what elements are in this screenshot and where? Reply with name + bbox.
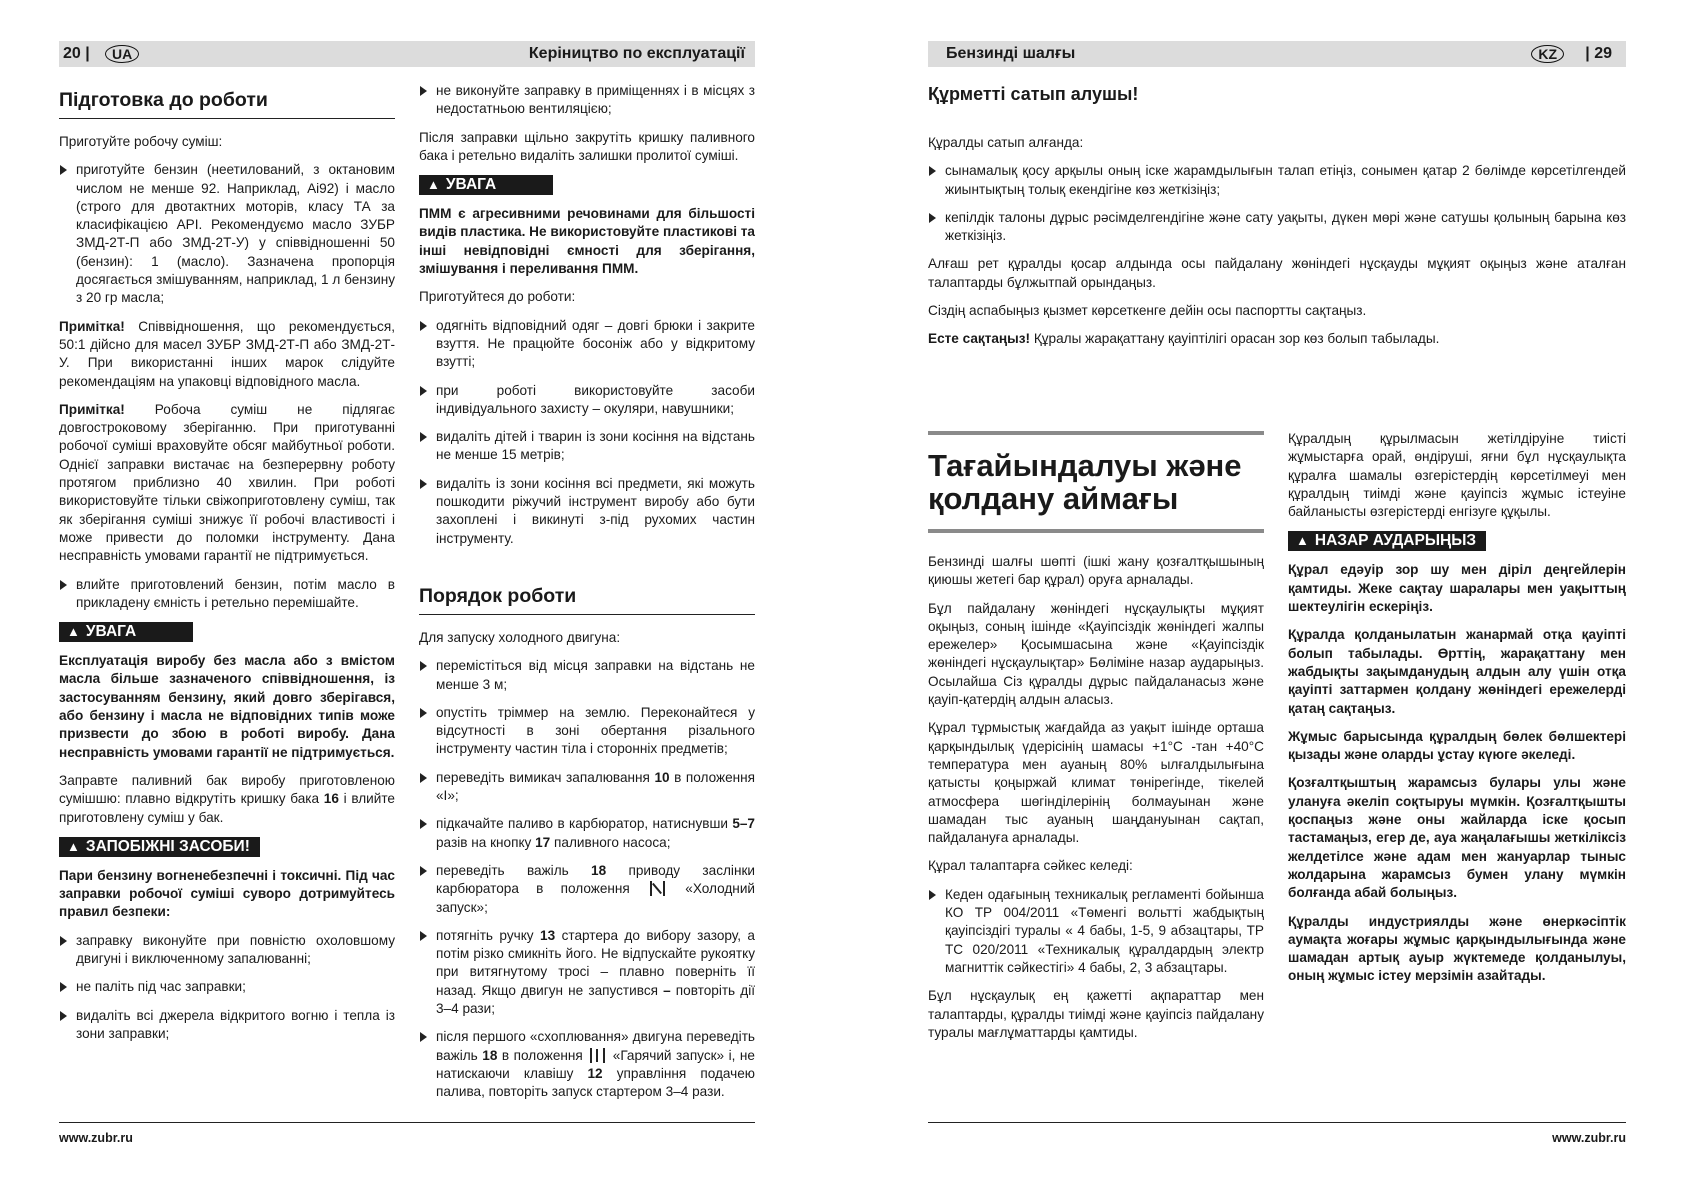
- bullet-icon: [420, 321, 427, 331]
- warning-paragraph: [1288, 774, 1626, 902]
- page-number: | 29: [1585, 45, 1612, 62]
- left-page-column-2: [419, 82, 755, 1111]
- bullet-icon: [420, 86, 427, 96]
- language-badge: KZ: [1531, 45, 1564, 63]
- bullet-item: [928, 162, 1626, 199]
- text-run: УВАГА: [445, 176, 497, 194]
- bullet-icon: [420, 819, 427, 829]
- text-run: приводу заслінки карбюратора в положення: [436, 862, 755, 897]
- bullet-item: [59, 1007, 395, 1044]
- website-link[interactable]: www.zubr.ru: [1552, 1131, 1626, 1145]
- bullet-icon: [929, 213, 936, 223]
- warning-triangle-icon: ▲: [67, 838, 80, 854]
- text-run: повторіть дії 3–4 рази;: [436, 982, 755, 1016]
- text-run: Пари бензину вогненебезпечні і токсичні. Під час заправки робочої суміші суворо дотримуйтесь правил безпеки:: [59, 867, 395, 920]
- right-page-column-2: [1288, 430, 1626, 996]
- paragraph: [419, 288, 755, 306]
- bullet-item: [419, 317, 755, 372]
- text-run: «Холодний запуск»;: [436, 881, 756, 915]
- left-page-header: [59, 41, 755, 67]
- bullet-item: [419, 82, 755, 119]
- section-heading: [59, 88, 395, 119]
- text-run: підкачайте паливо в карбюратор, натиснувши: [436, 816, 733, 832]
- chapter-title: [928, 431, 1264, 533]
- text-run: Бұл пайдалану жөніндегі нұсқаулықты мұқият оқыңыз, соның ішінде «Қауіпсіздік жөніндегі жалпы ережелер» Қосымшасына және «Қауіпсіздік жөніндегі нұсқаулықтар» Бөліміне назар аударыңыз. Осылайша Сіз құралды дұрыс пайдаланасыз және қауіп-қатердің алдын аласыз.: [928, 600, 1264, 708]
- warning-triangle-icon: ▲: [427, 177, 440, 193]
- text-run: Робоча суміш не підлягає довгостроковому зберіганню. При приготуванні робочої суміші враховуйте обсяг майбутньої роботи. Однієї заправки вистачає на безперервну роботу протягом приблизно 40 хвилин. При роботі використовуйте тільки свіжоприготовлену суміш, так як зберігання суміші знижує її робочі властивості і може привести до поломки інструменту. Дана несправність умовами гарантії не підтримується.: [59, 401, 395, 564]
- paragraph: [1288, 430, 1626, 521]
- language-badge: UA: [105, 45, 139, 63]
- warning-paragraph: [1288, 626, 1626, 717]
- text-run: стартера до вибору зазору, а потім різко смикніть його. Не відпускайте рукоятку при витягнутому тросі – плавно поверніть її назад. Якщо двигун не запустився: [436, 927, 755, 998]
- text-run: опустіть тріммер на землю. Переконайтеся у відсутності в зоні обертання різального інструменту частин тіла і сторонніх предметів;: [436, 704, 755, 757]
- bold-text: 10: [654, 769, 670, 785]
- text-run: Құралды индустриялды және өнеркәсіптік аумақта жоғары жұмыс қарқындылығында және шамадан артық ауыр жүктемеде қолданылуы, оның жұмыс істеу мерзімін азайтады.: [1288, 913, 1626, 984]
- text-run: разів на кнопку: [436, 834, 536, 850]
- text-run: Құрал талаптарға сәйкес келеді:: [928, 858, 1133, 874]
- text-run: Кеден одағының техникалық регламенті бойынша КО ТР 004/2011 «Төменгі вольтті жабдықтың қауіпсіздігі туралы « 4 бабы, 1-5, 9 абзацтары, ТР ТС 020/2011 «Техникалық құралдардың электр магниттік сәйкестігі» 4 бабы, 2, 3 абзацтары.: [945, 886, 1264, 975]
- warning-paragraph: [419, 205, 755, 278]
- text-run: ЗАПОБІЖНІ ЗАСОБИ!: [85, 837, 250, 855]
- text-run: УВАГА: [85, 623, 137, 641]
- warning-label: [419, 175, 755, 205]
- paragraph: [419, 629, 755, 647]
- bullet-item: [419, 1028, 755, 1101]
- bullet-icon: [60, 982, 67, 992]
- warning-label: [1288, 531, 1626, 561]
- text-run: Бензинді шалғы шөпті (ішкі жану қозғалтқышының қиюшы жетегі бар құрал) оруға арналады.: [928, 554, 1264, 588]
- bold-text: 12: [587, 1065, 603, 1081]
- text-run: Алғаш рет құралды қосар алдында осы пайдалану жөніндегі нұсқауды мұқият оқыңыз және аталған талаптарды бұлжытпай орындаңыз.: [928, 256, 1626, 290]
- text-run: Құрал тұрмыстық жағдайда аз уақыт ішінде орташа қарқындылық үдерісінің шамасы +1°С -тан +40°С температура мен ауаның 80% ылғалдылығына қатысты қоңыржай климат төнірегінде, тікелей атмосфера шөгінділерінің болмауынан және шамадан тыс ауаның шаңдануынан сақтап, пайдалануға арналады.: [928, 720, 1264, 846]
- text-run: Құралды сатып алғанда:: [928, 135, 1084, 150]
- text-run: заправку виконуйте при повністю охоловшому двигуні і виключенному запалюванні;: [76, 932, 395, 966]
- left-page-column-1: [59, 88, 395, 1053]
- text-run: Порядок роботи: [419, 584, 577, 607]
- warning-triangle-icon: ▲: [1296, 533, 1309, 549]
- warning-paragraph: [1288, 728, 1626, 765]
- bullet-item: [928, 209, 1626, 246]
- footer-rule: [928, 1122, 1626, 1123]
- text-run: Тағайындалуы және қолдану аймағы: [928, 448, 1242, 516]
- paragraph: [928, 857, 1264, 875]
- text-run: в положення «I»;: [436, 769, 755, 804]
- bullet-item: [419, 704, 755, 759]
- bold-text: –: [663, 982, 671, 998]
- bullet-icon: [929, 166, 936, 176]
- section-heading: [928, 82, 1626, 106]
- text-run: влийте приготовлений бензин, потім масло в прикладену ємність і ретельно перемішайте.: [76, 576, 395, 610]
- warning-label: [59, 622, 395, 652]
- text-run: Після заправки щільно закрутіть кришку паливного бака і ретельно видаліть залишки пролитої суміші.: [419, 129, 755, 163]
- text-run: не паліть під час заправки;: [76, 979, 246, 995]
- warning-paragraph: [1288, 561, 1626, 616]
- bullet-item: [419, 475, 755, 548]
- text-run: сынамалық қосу арқылы оның іске жарамдылығын талап етіңіз, сонымен қатар 2 бөлімде көрсетілгендей жиынтықтың толық екендігіне көз жеткізіңіз;: [945, 163, 1626, 197]
- warning-label: [59, 837, 395, 867]
- bullet-icon: [420, 661, 427, 671]
- paragraph: [928, 553, 1264, 590]
- choke-cold-icon: [650, 881, 665, 896]
- paragraph: [928, 719, 1264, 847]
- text-run: переведіть важіль: [436, 862, 592, 878]
- header-title: Керіництво по експлуатації: [528, 45, 745, 62]
- page-number: 20 |: [63, 45, 90, 62]
- text-run: паливного насоса;: [550, 834, 671, 850]
- bullet-item: [59, 576, 395, 613]
- bullet-item: [59, 978, 395, 996]
- paragraph: [59, 318, 395, 391]
- text-run: кепілдік талоны дұрыс рәсімделгендігіне және сату уақыты, дүкен мөрі және сатушы қолының барына көз жеткізіңіз.: [945, 209, 1626, 244]
- text-run: не виконуйте заправку в приміщеннях і в місцях з недостатньою вентиляцією;: [436, 83, 755, 117]
- bullet-icon: [420, 1032, 427, 1042]
- bullet-item: [419, 815, 755, 852]
- right-page-intro: [928, 82, 1626, 359]
- text-run: «Гарячий запуск» і, не натискаючи клавішу: [436, 1047, 755, 1081]
- paragraph: [59, 133, 395, 151]
- bullet-icon: [420, 432, 427, 442]
- paragraph: [928, 987, 1264, 1042]
- text-run: Заправте паливний бак виробу приготовленою сумішшю: плавно відкрутіть кришку бака: [59, 772, 395, 807]
- bullet-item: [59, 161, 395, 307]
- bold-text: Примітка!: [59, 401, 125, 417]
- warning-badge: [59, 622, 193, 642]
- bold-text: Примітка!: [59, 318, 125, 334]
- warning-paragraph: [59, 652, 395, 762]
- footer-rule: [59, 1122, 755, 1123]
- text-run: Приготуйте робочу суміш:: [59, 134, 223, 149]
- paragraph: [59, 772, 395, 827]
- text-run: після першого «схоплювання» двигуна переведіть важіль: [436, 1029, 755, 1063]
- paragraph: [928, 134, 1626, 152]
- warning-triangle-icon: ▲: [67, 624, 80, 640]
- warning-badge: [419, 175, 553, 195]
- bullet-icon: [60, 1011, 67, 1021]
- text-run: Сіздің аспабыңыз қызмет көрсеткенге дейін осы паспортты сақтаңыз.: [928, 303, 1367, 319]
- warning-paragraph: [59, 867, 395, 922]
- text-run: Құралда қолданылатын жанармай отқа қауіпті болып табылады. Өрттің, жарақаттану мен жабдықты зақымданудың алдын алу үшін отқа қауіпті заттармен қолдану жөніндегі ережелерді қатаң сақтаңыз.: [1288, 627, 1626, 716]
- text-run: одягніть відповідний одяг – довгі брюки і закрите взуття. Не працюйте босоніж або у відкритому взутті;: [436, 317, 755, 370]
- text-run: Бұл нұсқаулық ең қажетті ақпараттар мен талаптарды, құралды тиімді және қауіпсіз пайдалану туралы мағлұматтарды қамтиды.: [928, 988, 1264, 1040]
- bullet-item: [928, 886, 1264, 977]
- bullet-icon: [420, 931, 427, 941]
- bold-text: Есте сақтаңыз!: [928, 331, 1031, 347]
- bold-text: 18: [482, 1047, 498, 1063]
- warning-badge: [1288, 531, 1486, 551]
- bullet-item: [419, 657, 755, 694]
- text-run: приготуйте бензин (неетилований, з октановим числом не менше 92. Наприклад, Ai92) і масло (строго для двотактних моторів, класу ТА за класифікацією API. Рекомендуємо масло ЗУБР ЗМД-2Т-П або ЗМД-2Т-У) у співвідношенні 50 (бензин): 1 (масло). Зазначена пропорція досягається змішуванням, наприклад, 1 л бензину з 20 гр масла;: [76, 162, 395, 306]
- bullet-icon: [420, 386, 427, 396]
- text-run: Жұмыс барысында құралдың бөлек бөлшектері қызады және оларды ұстау күюге әкеледі.: [1288, 728, 1626, 763]
- text-run: переведіть вимикач запалювання: [436, 769, 655, 785]
- bullet-item: [419, 428, 755, 465]
- bold-text: 13: [540, 927, 556, 943]
- bold-text: 18: [591, 862, 607, 878]
- bullet-icon: [420, 479, 427, 489]
- bullet-item: [419, 382, 755, 419]
- text-run: Підготовка до роботи: [59, 89, 268, 111]
- text-run: і влийте приготовлену суміш у бак.: [59, 791, 395, 825]
- text-run: потягніть ручку: [436, 927, 541, 943]
- text-run: Для запуску холодного двигуна:: [419, 629, 621, 645]
- text-run: Қозғалтқыштың жарамсыз булары улы және улануға әкеліп соқтыруы мүмкін. Қозғалтқышты қоспаңыз және оны жайларда іске қосып тастамаңыз, егер де, ауа жаңалағышы жеткіліксіз желдетілсе және адам мен жануарлар тыныс жолдарына жарамсыз бумен улану мүмкін болғанда абай болыңыз.: [1288, 775, 1626, 901]
- paragraph: [928, 600, 1264, 710]
- text-run: видаліть дітей і тварин із зони косіння на відстань не менше 15 метрів;: [436, 429, 755, 463]
- bullet-item: [419, 862, 755, 917]
- text-run: Співвідношення, що рекомендується, 50:1 дійсно для масел ЗУБР ЗМД-2Т-П або ЗМД-2Т-У. При використанні інших марок слідуйте рекомендаціям на упаковці відповідного масла.: [59, 318, 395, 389]
- text-run: в положення: [497, 1047, 588, 1063]
- text-run: видаліть із зони косіння всі предмети, які можуть пошкодити ріжучий інструмент виробу або бути захоплені і викинуті з-під рухомих частин інструменту.: [436, 475, 755, 546]
- text-run: Құрал едәуір зор шу мен діріл деңгейлерін қамтиды. Жеке сақтау шаралары мен уақыттың шектеулігін ескеріңіз.: [1288, 562, 1626, 615]
- text-run: управління подачею палива, повторіть запуск стартером 3–4 рази.: [436, 1065, 755, 1100]
- bullet-icon: [60, 580, 67, 590]
- bullet-icon: [60, 165, 67, 175]
- spacer: [419, 558, 755, 584]
- bullet-item: [419, 769, 755, 806]
- paragraph: [928, 302, 1626, 320]
- bullet-icon: [420, 866, 427, 876]
- text-run: Приготуйтеся до роботи:: [419, 289, 576, 305]
- bullet-item: [59, 932, 395, 969]
- right-page-header: [928, 41, 1626, 67]
- text-run: Експлуатація виробу без масла або з вмістом масла більше зазначеного співвідношення, із застосуванням бензину, який довго зберігався, або бензину і масла не відповідних типів може призвести до збою в роботі виробу. Дана несправність умовами гарантії не підтримується.: [59, 653, 395, 760]
- text-run: Құрметті сатып алушы!: [928, 84, 1139, 104]
- bold-text: 17: [535, 834, 551, 850]
- header-title: Бензинді шалғы: [946, 45, 1076, 62]
- text-run: НАЗАР АУДАРЫҢЫЗ: [1314, 532, 1477, 550]
- right-page-column-1: [928, 431, 1264, 1052]
- paragraph: [59, 401, 395, 566]
- paragraph: [928, 330, 1626, 348]
- text-run: ПММ є агресивними речовинами для більшості видів пластика. Не використовуйте пластикові та інші невідповідні ємності для зберігання, змішування і переливання ПММ.: [419, 206, 755, 277]
- website-link[interactable]: www.zubr.ru: [59, 1131, 133, 1145]
- paragraph: [419, 129, 755, 166]
- bullet-icon: [420, 708, 427, 718]
- bullet-icon: [420, 773, 427, 783]
- text-run: Құралы жарақаттану қауіптілігі орасан зор көз болып табылады.: [1030, 331, 1440, 347]
- warning-paragraph: [1288, 913, 1626, 986]
- bullet-item: [419, 927, 755, 1018]
- section-heading: [419, 584, 755, 615]
- bold-text: 5–7: [732, 816, 755, 832]
- bullet-icon: [929, 890, 936, 900]
- bullet-icon: [60, 936, 67, 946]
- warning-badge: [59, 837, 260, 857]
- paragraph: [928, 255, 1626, 292]
- text-run: при роботі використовуйте засоби індивідуального захисту – окуляри, навушники;: [436, 382, 755, 416]
- text-run: видаліть всі джерела відкритого вогню і тепла із зони заправки;: [76, 1007, 395, 1041]
- text-run: перемістіться від місця заправки на відстань не менше 3 м;: [436, 658, 755, 692]
- choke-hot-icon: [590, 1048, 605, 1063]
- bold-text: 16: [323, 791, 339, 807]
- text-run: Құралдың құрылмасын жетілдіруіне тиісті жұмыстарға орай, өндіруші, яғни бұл нұсқаулықта құралға шамалы өзгерістердің көрсетілмеуі мен құралдың тиімді және қауіпсіз жұмыс істеуіне байланысты өзгерістерді енгізуге құқылы.: [1288, 431, 1626, 520]
